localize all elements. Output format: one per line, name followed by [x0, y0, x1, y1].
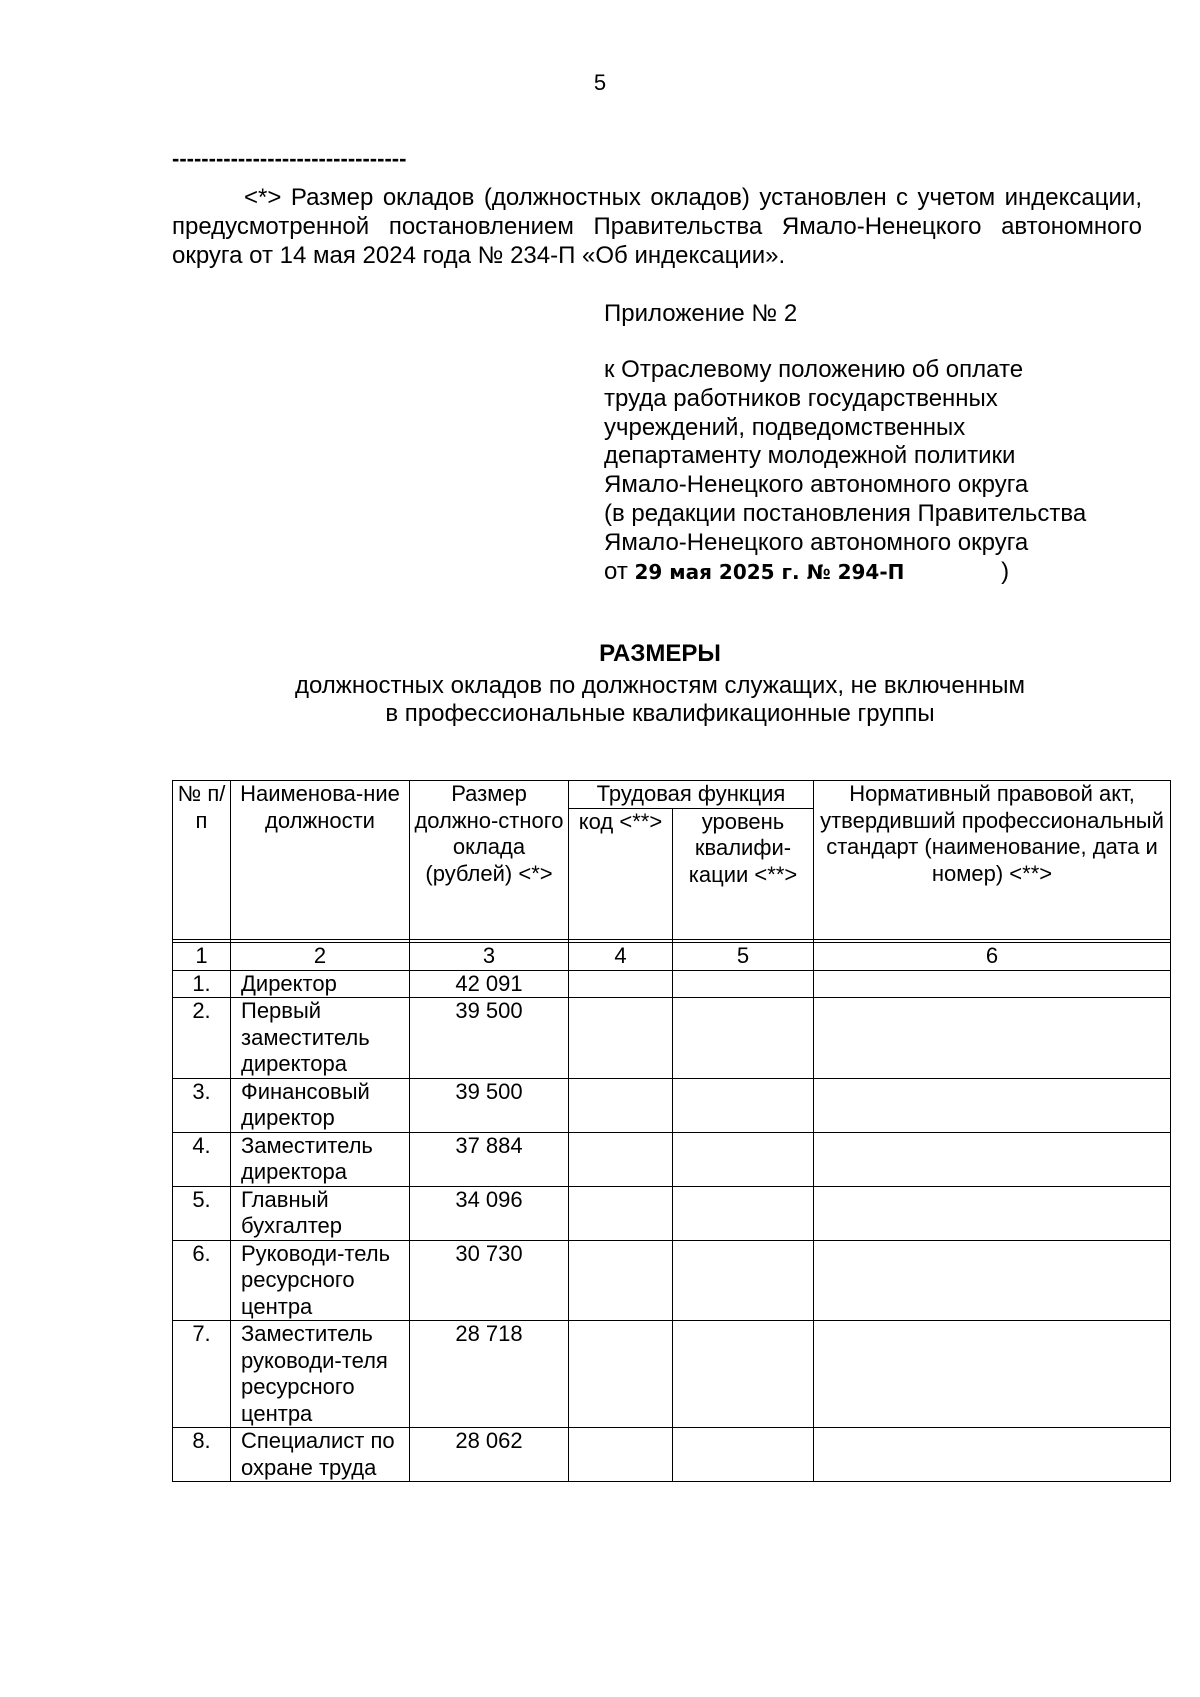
row-act [814, 998, 1171, 1079]
row-code [569, 1078, 673, 1132]
column-number: 3 [410, 943, 569, 971]
salary-table [172, 780, 1171, 1482]
table-row [173, 1321, 1171, 1428]
row-act [814, 970, 1171, 998]
footnote [172, 183, 1142, 270]
decree-suffix: ) [1001, 557, 1010, 585]
footnote-text: <*> Размер окладов (должностных окладов) установлен с учетом индексации, предусмотренной постановлением Правительства Ямало-Ненецкого автономного округа от 14 мая 2024 года № 234-П «Об индексации». [172, 184, 1142, 269]
document-title: РАЗМЕРЫ [599, 640, 721, 667]
row-code [569, 1240, 673, 1321]
header-num: № п/п [173, 781, 231, 940]
row-position: Директор [231, 970, 410, 998]
row-position: Руководи-тель ресурсного центра [231, 1240, 410, 1321]
table-row [173, 1078, 1171, 1132]
row-salary: 34 096 [410, 1186, 569, 1240]
appendix-reference [604, 356, 1144, 586]
row-num: 6. [173, 1240, 231, 1321]
row-act [814, 1428, 1171, 1482]
header-row [173, 781, 1171, 809]
appendix-line: департаменту молодежной политики [604, 442, 1016, 470]
row-salary: 28 062 [410, 1428, 569, 1482]
row-code [569, 1186, 673, 1240]
row-num: 2. [173, 998, 231, 1079]
table-row [173, 1240, 1171, 1321]
row-num: 4. [173, 1132, 231, 1186]
row-level [673, 998, 814, 1079]
row-position: Специалист по охране труда [231, 1428, 410, 1482]
row-level [673, 1321, 814, 1428]
row-num: 1. [173, 970, 231, 998]
table-row [173, 1132, 1171, 1186]
header-level: уровень квалифи-кации <**> [673, 808, 814, 940]
row-position: Главный бухгалтер [231, 1186, 410, 1240]
row-num: 8. [173, 1428, 231, 1482]
row-position: Заместитель руководи-теля ресурсного центра [231, 1321, 410, 1428]
column-number: 1 [173, 943, 231, 971]
decree-date: 29 мая 2025 г. № 294-П [634, 559, 905, 584]
row-salary: 39 500 [410, 998, 569, 1079]
header-labor-function: Трудовая функция [569, 781, 814, 809]
row-num: 5. [173, 1186, 231, 1240]
appendix-line: труда работников государственных [604, 384, 998, 412]
page-number: 5 [593, 70, 607, 95]
row-act [814, 1186, 1171, 1240]
row-code [569, 1428, 673, 1482]
table-row [173, 1428, 1171, 1482]
column-number: 6 [814, 943, 1171, 971]
subtitle-line: в профессиональные квалификационные группы [385, 700, 935, 727]
row-level [673, 1078, 814, 1132]
column-number-row [173, 943, 1171, 971]
row-code [569, 1321, 673, 1428]
row-act [814, 1078, 1171, 1132]
header-act: Нормативный правовой акт, утвердивший профессиональный стандарт (наименование, дата и номер) <**> [814, 781, 1171, 940]
row-salary: 28 718 [410, 1321, 569, 1428]
decree-prefix: от [604, 557, 628, 585]
row-level [673, 970, 814, 998]
row-level [673, 1132, 814, 1186]
row-salary: 39 500 [410, 1078, 569, 1132]
subtitle-line: должностных окладов по должностям служащих, не включенным [294, 672, 1026, 699]
row-code [569, 1132, 673, 1186]
row-salary: 30 730 [410, 1240, 569, 1321]
decree-line [604, 558, 1144, 587]
table-row [173, 998, 1171, 1079]
table-row [173, 1186, 1171, 1240]
column-number: 4 [569, 943, 673, 971]
appendix-title: Приложение № 2 [604, 300, 798, 327]
row-act [814, 1321, 1171, 1428]
column-number: 2 [231, 943, 410, 971]
row-position: Финансовый директор [231, 1078, 410, 1132]
row-code [569, 970, 673, 998]
row-act [814, 1132, 1171, 1186]
appendix-line: Ямало-Ненецкого автономного округа [604, 471, 1029, 499]
footnote-separator: -------------------------------- [172, 146, 407, 171]
appendix-line: к Отраслевому положению об оплате [604, 356, 1024, 383]
row-code [569, 998, 673, 1079]
row-num: 7. [173, 1321, 231, 1428]
column-number: 5 [673, 943, 814, 971]
row-position: Первый заместитель директора [231, 998, 410, 1079]
header-name: Наименова-ние должности [231, 781, 410, 940]
appendix-line: учреждений, подведомственных [604, 413, 966, 441]
appendix-line: Ямало-Ненецкого автономного округа [604, 528, 1029, 556]
row-num: 3. [173, 1078, 231, 1132]
row-position: Заместитель директора [231, 1132, 410, 1186]
row-act [814, 1240, 1171, 1321]
appendix-line: (в редакции постановления Правительства [604, 499, 1087, 527]
row-level [673, 1428, 814, 1482]
table-row [173, 970, 1171, 998]
header-salary: Размер должно-стного оклада (рублей) <*> [410, 781, 569, 940]
row-level [673, 1240, 814, 1321]
document-subtitle [0, 672, 1200, 728]
row-salary: 42 091 [410, 970, 569, 998]
row-salary: 37 884 [410, 1132, 569, 1186]
row-level [673, 1186, 814, 1240]
header-code: код <**> [569, 808, 673, 940]
